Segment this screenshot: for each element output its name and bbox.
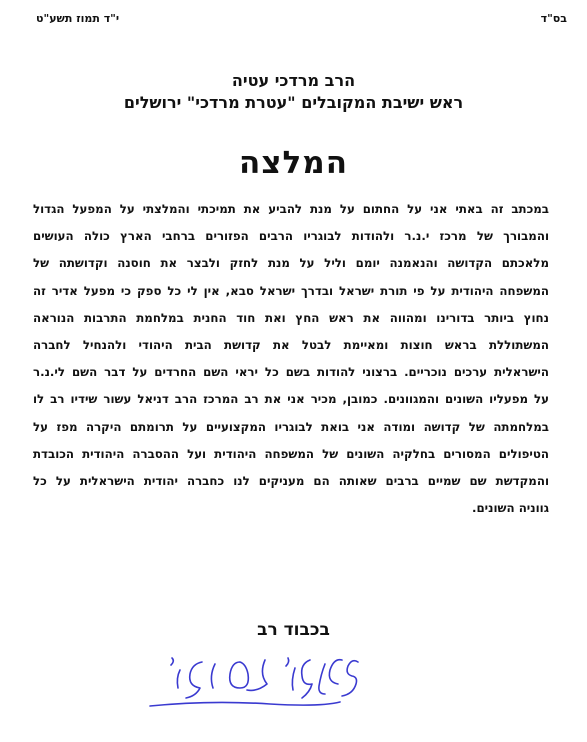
letter-title: המלצה [238, 145, 349, 181]
body-line: נחוץ ביותר בדורינו ומהווה את ראש החץ ואת חוד החנית במלחמת התרבות הנוראה [33, 310, 549, 325]
body-line: גווניה השונים. [471, 501, 549, 516]
letter-body [33, 196, 549, 522]
body-line: והמבורך של מרכז י.נ.ר ולהודות לבוגריו הרבים הפזורים ברחבי הארץ כולה העושים [33, 229, 549, 244]
body-line: הטיפולים המסורים בחלקיה השונים של המשפחה היהודית ועל ההסברה היהודית הכובדת [33, 446, 549, 461]
hebrew-date: י"ד תמוז תשע"ט [36, 12, 120, 25]
rabbi-name: הרב מרדכי עטיה [231, 71, 356, 90]
body-line: המשתוללת בראש חוצות ומאיימת לבטל את קדושת הבית היהודי ולהנחיל לחברה [33, 337, 549, 352]
body-line: המשפחה היהודית על פי תורת ישראל ובדרך ישראל סבא, אין לי כל ספק כי מפעל אדיר זה [33, 283, 549, 298]
body-line: במלחמתה של קדושה ומודה אני בואת לבוגריו המקצועיים על תרומתם היקרה מפז על [33, 419, 549, 434]
handwritten-signature [120, 640, 370, 720]
body-line: על מפעליו השונים והמגוונים. כמובן, מכיר אני את רב המרכז הרב דניאל עשור שידיו רב לו [33, 392, 549, 407]
closing-salutation: בכבוד רב [257, 620, 330, 640]
body-line: הישראלית ערכים נוכריים. ברצוני להודות בשם כל יראי השם החרדים על דבר השם לי.נ.ר [33, 365, 549, 380]
yeshiva-title: ראש ישיבת המקובלים "עטרת מרדכי" ירושלים [123, 93, 464, 112]
bsd-mark: בס"ד [540, 12, 567, 25]
body-line: במכתב זה באתי אני על החתום על מנת להביע את תמיכתי והמלצתי על המפעל הגדול [33, 202, 549, 216]
body-line: מלאכתם הקדושה והנאמנה יומם וליל על מנת לחזק ולבצר את חוסנה וקדושתה של [33, 256, 549, 271]
letterhead [0, 70, 587, 114]
body-line: והמקדשת שם שמיים ברבים שאותה הם מעניקים לנו כחברה יהודית הישראלית על כל [33, 473, 549, 488]
